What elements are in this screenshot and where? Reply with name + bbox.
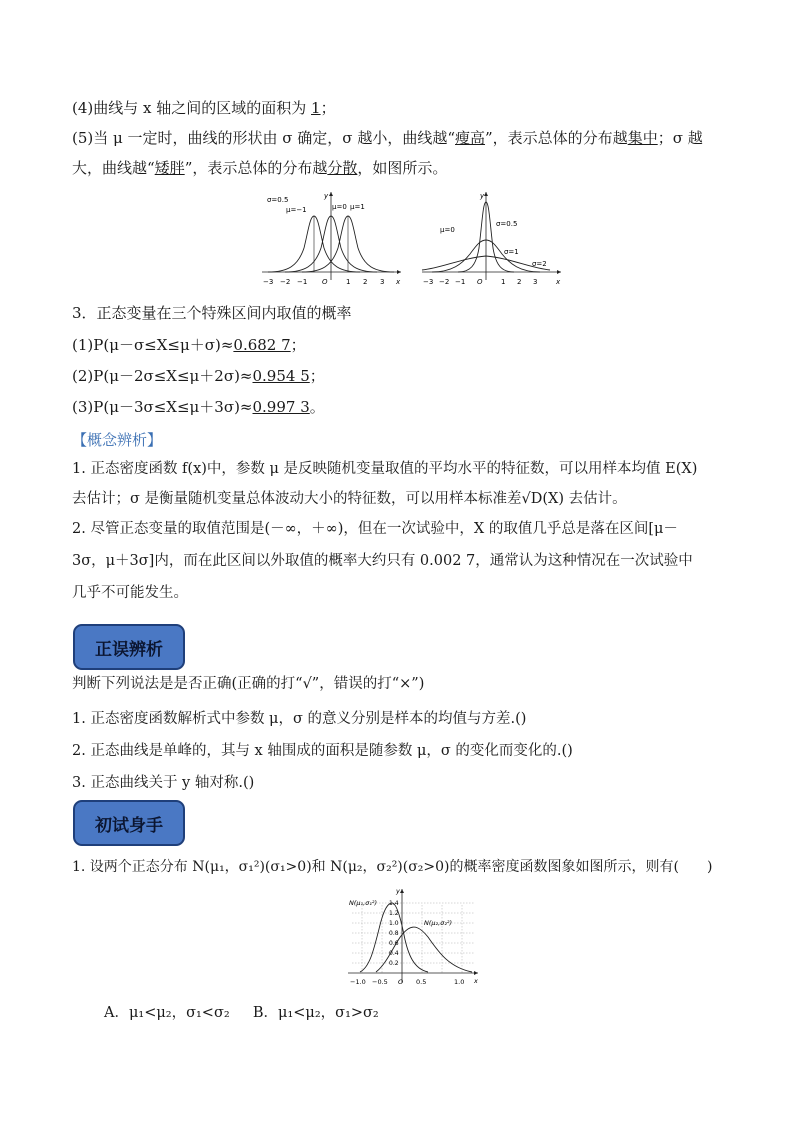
judge-1: [72, 709, 526, 729]
text: ”，表示总体的分布越: [485, 129, 628, 147]
label-sigma-0.5: σ=0.5: [496, 220, 518, 228]
options-row: [104, 1003, 379, 1023]
answer: 0.682 7: [233, 336, 291, 354]
x-tick: 1.0: [454, 978, 465, 986]
tick: 1: [501, 278, 506, 286]
tick: −1: [455, 278, 466, 286]
concept-2c: [72, 583, 188, 603]
text: (3)P(μ－3σ≤X≤μ＋3σ)≈: [72, 398, 253, 416]
label-curve2: N(μ₂,σ₂²): [424, 919, 453, 927]
label-mu-minus-1: μ=−1: [286, 206, 307, 214]
tick: O: [322, 278, 328, 286]
text: 大，曲线越“: [72, 159, 155, 177]
section-3-title: [72, 303, 352, 323]
tick: −3: [263, 278, 274, 286]
y-tick: 1.2: [389, 910, 399, 917]
judge-3: [72, 773, 254, 793]
text: 。: [309, 398, 325, 416]
property-5-cont: [72, 158, 447, 178]
badge-label: 正误辨析: [95, 639, 163, 660]
concept-1b: [72, 489, 627, 509]
y-tick: 0.6: [389, 940, 399, 947]
x-label: x: [396, 278, 401, 286]
figure-sigma-variation: [418, 188, 568, 288]
tick: 2: [363, 278, 368, 286]
text: 2. 正态曲线是单峰的，其与 x 轴围成的面积是随参数 μ，σ 的变化而变化的.(): [72, 743, 573, 759]
text: 3．正态变量在三个特殊区间内取值的概率: [72, 304, 352, 322]
x-label: x: [556, 278, 561, 286]
badge-label: 初试身手: [95, 815, 163, 836]
tick: 3: [380, 278, 385, 286]
x-tick: −0.5: [372, 978, 388, 986]
y-label: y: [324, 192, 329, 200]
y-tick: 0.2: [389, 960, 399, 967]
y-axis-arrow: [400, 889, 404, 893]
judge-2: [72, 741, 573, 761]
text: ；: [309, 367, 325, 385]
label-curve1: N(μ₁,σ₁²): [349, 899, 378, 907]
tick: 3: [533, 278, 538, 286]
text: 1. 正态密度函数 f(x)中，参数 μ 是反映随机变量取值的平均水平的特征数，可以用样本均值 E(X): [72, 461, 698, 477]
text: (1)P(μ－σ≤X≤μ＋σ)≈: [72, 336, 234, 354]
tick: −3: [423, 278, 434, 286]
text: 2. 尽管正态变量的取值范围是(－∞，＋∞)，但在一次试验中，X 的取值几乎总是落在区间[μ－: [72, 521, 678, 537]
property-4: [72, 98, 336, 118]
y-tick: 1.0: [389, 920, 399, 927]
label-sigma: σ=0.5: [267, 196, 289, 204]
section-badge-try: [73, 800, 185, 846]
y-tick: 1.4: [389, 900, 399, 907]
label-sigma-2: σ=2: [532, 260, 547, 268]
figure-mu-variation: [258, 188, 408, 288]
concept-title: [72, 430, 162, 450]
tick: −1: [297, 278, 308, 286]
answer: 分散: [327, 159, 358, 177]
text: ，如图所示。: [357, 159, 448, 177]
answer: 0.954 5: [252, 367, 310, 385]
prob-3: [72, 397, 325, 417]
text: 1. 设两个正态分布 N(μ₁，σ₁²)(σ₁>0)和 N(μ₂，σ₂²)(σ₂>0)的概率密度函数图象如图所示，则有( ): [72, 859, 713, 875]
x-label: x: [474, 977, 478, 985]
text: 判断下列说法是是否正确(正确的打“√”，错误的打“×”): [72, 676, 425, 692]
option-b[interactable]: B．μ₁<μ₂，σ₁>σ₂: [252, 1005, 379, 1021]
text: (5)当 μ 一定时，曲线的形状由 σ 确定，σ 越小，曲线越“: [72, 129, 455, 147]
text: 3. 正态曲线关于 y 轴对称.(): [72, 775, 255, 791]
y-tick: 0.8: [389, 930, 399, 937]
label-mu-1: μ=1: [350, 203, 365, 211]
x-axis-arrow: [474, 971, 478, 975]
section-badge-judge: [73, 624, 185, 670]
label-mu: μ=0: [440, 226, 455, 234]
answer: 瘦高: [455, 129, 486, 147]
concept-1a: [72, 459, 697, 479]
text: 1. 正态密度函数解析式中参数 μ，σ 的意义分别是样本的均值与方差.(): [72, 711, 527, 727]
tick: 1: [346, 278, 351, 286]
text: ；: [320, 99, 336, 117]
y-label: y: [480, 192, 485, 200]
text: (4)曲线与 x 轴之间的区域的面积为: [72, 99, 312, 117]
question-1: [72, 857, 712, 877]
concept-2a: [72, 519, 678, 539]
y-axis-arrow: [329, 192, 333, 196]
text: 去估计；σ 是衡量随机变量总体波动大小的特征数，可以用样本标准差√D(X) 去估计。: [72, 491, 627, 507]
tick: O: [477, 278, 483, 286]
prob-1: [72, 335, 306, 355]
tick: 2: [517, 278, 522, 286]
x-axis-arrow: [397, 270, 401, 274]
x-axis-arrow: [557, 270, 561, 274]
answer: 集中: [627, 129, 658, 147]
property-5: [72, 128, 703, 148]
figure-question-1: [340, 885, 485, 990]
x-tick: O: [398, 978, 404, 986]
text: 3σ，μ＋3σ]内，而在此区间以外取值的概率大约只有 0.002 7，通常认为这种情况在一次试验中: [72, 553, 693, 569]
text: 几乎不可能发生。: [72, 585, 188, 601]
tick: −2: [439, 278, 450, 286]
label-mu-0: μ=0: [332, 203, 347, 211]
answer: 0.997 3: [252, 398, 310, 416]
x-tick: 0.5: [416, 978, 427, 986]
answer: 矮胖: [154, 159, 185, 177]
text: 【概念辨析】: [72, 431, 163, 449]
x-tick: −1.0: [350, 978, 366, 986]
label-sigma-1: σ=1: [504, 248, 519, 256]
text: ”，表示总体的分布越: [184, 159, 328, 177]
text: (2)P(μ－2σ≤X≤μ＋2σ)≈: [72, 367, 253, 385]
text: ；: [290, 336, 306, 354]
y-tick: 0.4: [389, 950, 399, 957]
text: ；σ 越: [657, 129, 703, 147]
prob-2: [72, 366, 325, 386]
tick: −2: [280, 278, 291, 286]
concept-2b: [72, 551, 693, 571]
option-a[interactable]: A．μ₁<μ₂，σ₁<σ₂: [104, 1005, 230, 1021]
judge-instruction: [72, 674, 424, 694]
y-label: y: [396, 887, 400, 895]
answer: 1: [311, 99, 321, 117]
y-axis-arrow: [484, 192, 488, 196]
